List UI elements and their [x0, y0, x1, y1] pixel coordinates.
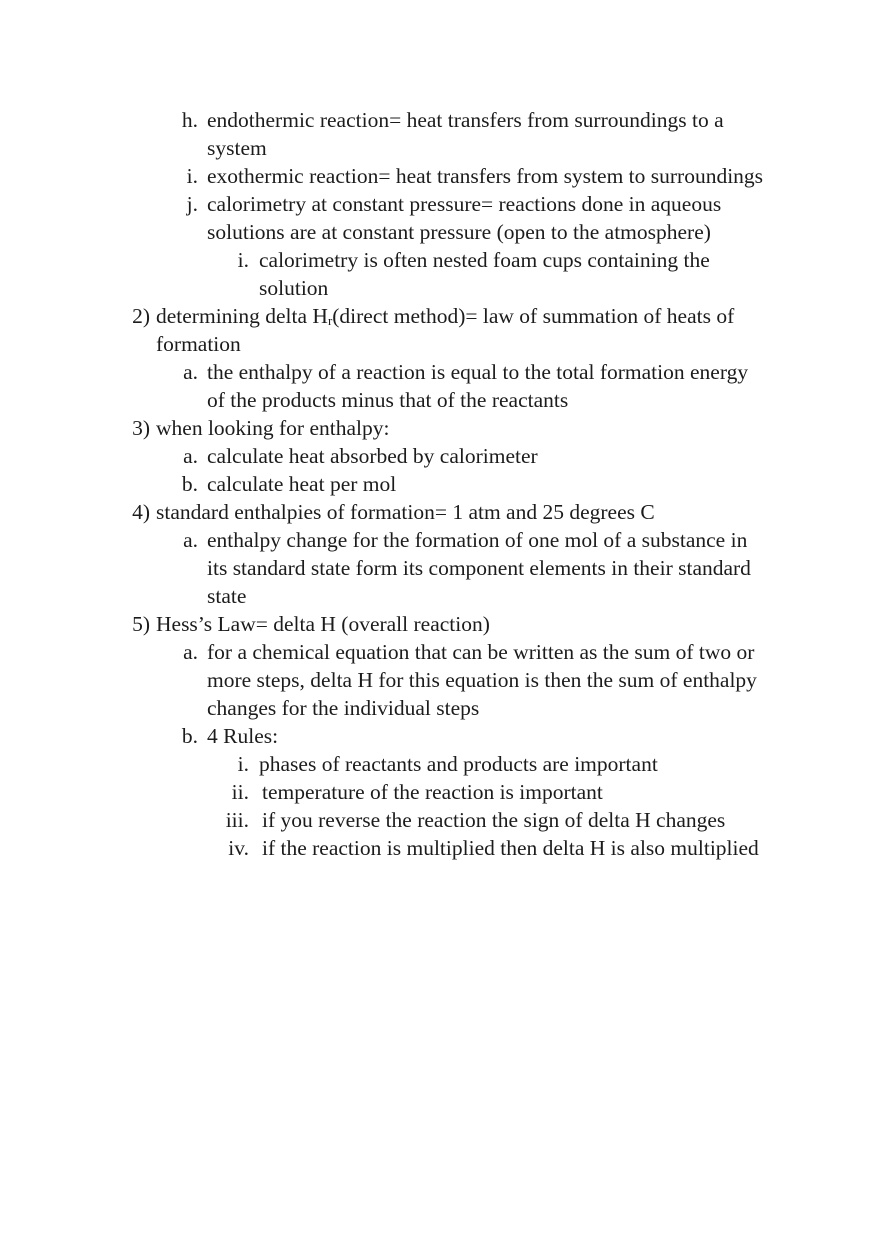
list-marker: b. [181, 724, 198, 748]
list-item-text: calculate heat absorbed by calorimeter [207, 444, 538, 468]
list-item-text: Hess’s Law= delta H (overall reaction) [156, 612, 490, 636]
text-part: (direct method)= law of summation of heats of formation [156, 304, 735, 356]
list-item-text: calorimetry is often nested foam cups containing the solution [259, 248, 710, 300]
list-item [0, 442, 880, 470]
list-marker: i. [237, 248, 249, 272]
list-item [0, 722, 880, 750]
list-item-text: the enthalpy of a reaction is equal to the total formation energy of the products minus that of the reactants [207, 360, 749, 412]
list-item [0, 498, 880, 526]
list-item-text: if you reverse the reaction the sign of delta H changes [262, 808, 726, 832]
list-item-text: exothermic reaction= heat transfers from system to surroundings [207, 164, 764, 188]
list-marker: i. [237, 752, 249, 776]
list-marker: 4) [132, 500, 150, 524]
list-item-text: enthalpy change for the formation of one mol of a substance in its standard state form its component elements in their standard state [207, 528, 751, 608]
list-item-text: for a chemical equation that can be written as the sum of two or more steps, delta H for this equation is then the sum of enthalpy changes for the individual steps [207, 640, 757, 720]
list-item-text: when looking for enthalpy: [156, 416, 390, 440]
list-marker: i. [186, 164, 198, 188]
list-marker: a. [183, 528, 198, 552]
list-item-text: temperature of the reaction is important [262, 780, 603, 804]
list-item-text: standard enthalpies of formation= 1 atm and 25 degrees C [156, 500, 655, 524]
list-item [0, 246, 880, 302]
list-item [0, 414, 880, 442]
list-item [0, 778, 880, 806]
list-item [0, 162, 880, 190]
list-item [0, 302, 880, 358]
list-item [0, 358, 880, 414]
list-item-text: phases of reactants and products are important [259, 752, 658, 776]
list-item-text: calorimetry at constant pressure= reactions done in aqueous solutions are at constant pressure (open to the atmosphere) [207, 192, 722, 244]
list-marker: 5) [132, 612, 150, 636]
list-marker: a. [183, 640, 198, 664]
list-item [0, 806, 880, 834]
list-marker: b. [181, 472, 198, 496]
list-item-text [156, 302, 766, 358]
list-item [0, 106, 880, 162]
document-page [0, 106, 880, 862]
list-marker: ii. [231, 780, 249, 804]
list-item [0, 834, 880, 862]
list-marker: a. [183, 444, 198, 468]
list-marker: 3) [132, 416, 150, 440]
list-marker: iii. [225, 808, 249, 832]
list-marker: 2) [132, 304, 150, 328]
list-marker: a. [183, 360, 198, 384]
subscript: r [327, 313, 333, 328]
list-item-text: if the reaction is multiplied then delta H is also multiplied [262, 836, 759, 860]
list-item-text: 4 Rules: [207, 724, 279, 748]
list-item [0, 190, 880, 246]
list-item-text: endothermic reaction= heat transfers from surroundings to a system [207, 108, 724, 160]
list-item [0, 470, 880, 498]
list-marker: j. [186, 192, 198, 216]
list-item [0, 610, 880, 638]
text-part: determining delta H [156, 304, 328, 328]
list-item-text: calculate heat per mol [207, 472, 397, 496]
list-item [0, 638, 880, 722]
list-item [0, 750, 880, 778]
list-item [0, 526, 880, 610]
list-marker: h. [181, 108, 198, 132]
list-marker: iv. [228, 836, 249, 860]
